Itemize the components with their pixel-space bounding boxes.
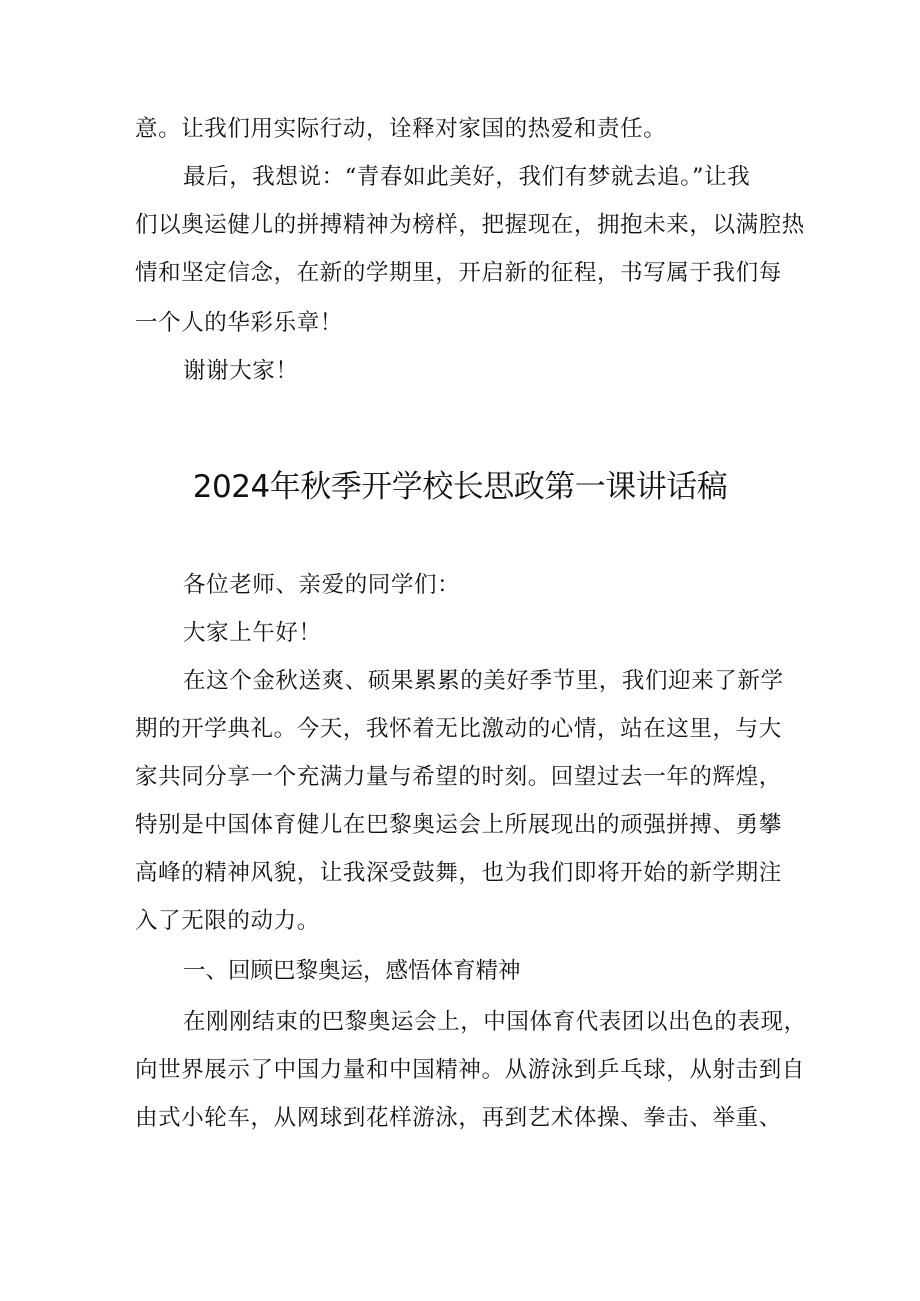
page-title: 2024年秋季开学校长思政第一课讲话稿: [192, 469, 728, 505]
section1-heading: 一、回顾巴黎奥运，感悟体育精神: [183, 958, 521, 984]
salute-line: 大家上午好！: [183, 620, 322, 646]
paragraph2-line-2: 向世界展示了中国力量和中国精神。从游泳到乒乓球，从射击到自: [135, 1057, 805, 1083]
paragraph1-line-2: 期的开学典礼。今天，我怀着无比激动的心情，站在这里，与大: [135, 716, 782, 742]
paragraph1-line-4: 特别是中国体育健儿在巴黎奥运会上所展现出的顽强拼搏、勇攀: [135, 812, 782, 838]
paragraph1-line-3: 家共同分享一个充满力量与希望的时刻。回望过去一年的辉煌，: [135, 764, 782, 790]
greeting-line: 各位老师、亲爱的同学们：: [183, 572, 461, 598]
paragraph2-line-1: 在刚刚结束的巴黎奥运会上，中国体育代表团以出色的表现，: [183, 1009, 807, 1035]
paragraph1-line-6: 入了无限的动力。: [135, 908, 320, 934]
intro-line-5: 一个人的华彩乐章！: [135, 310, 343, 336]
paragraph1-line-1: 在这个金秋送爽、硕果累累的美好季节里，我们迎来了新学: [183, 668, 784, 694]
intro-line-1: 意。让我们用实际行动，诠释对家国的热爱和责任。: [135, 116, 667, 142]
intro-line-4: 情和坚定信念，在新的学期里，开启新的征程，书写属于我们每: [135, 260, 782, 286]
intro-line-3: 们以奥运健儿的拼搏精神为榜样，把握现在，拥抱未来，以满腔热: [135, 212, 805, 238]
intro-line-2: 最后，我想说：“青春如此美好，我们有梦就去追。”让我: [183, 164, 751, 190]
paragraph1-line-5: 高峰的精神风貌，让我深受鼓舞，也为我们即将开始的新学期注: [135, 860, 782, 886]
paragraph2-line-3: 由式小轮车，从网球到花样游泳，再到艺术体操、拳击、举重、: [135, 1105, 782, 1131]
thanks-line: 谢谢大家！: [183, 358, 299, 384]
